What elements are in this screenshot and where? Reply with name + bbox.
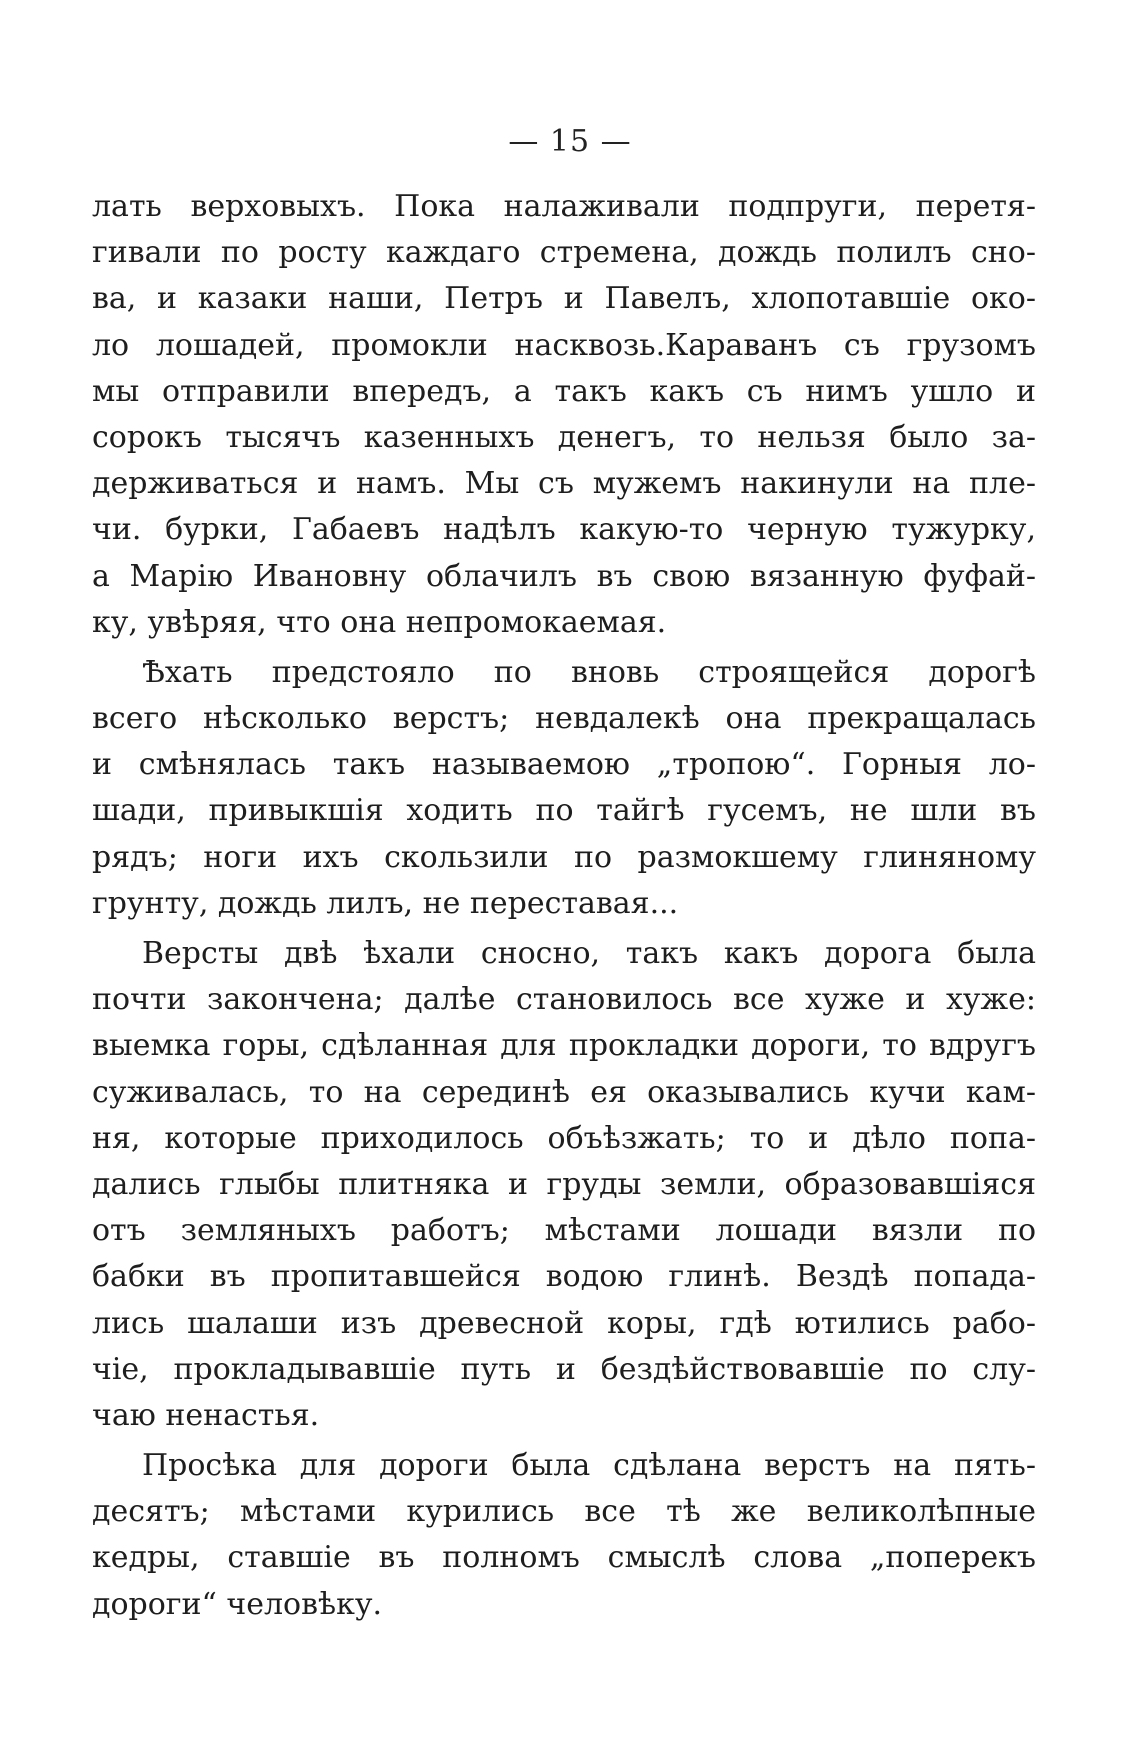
text-line: и смѣнялась такъ называемою „тропою“. Горныя ло-	[92, 747, 1036, 783]
text-line: ку, увѣряя, что она непромокаемая.	[92, 604, 667, 640]
text-line: Ѣхать предстояло по вновь строящейся дорогѣ	[142, 654, 1036, 690]
page-number: — 15 —	[508, 124, 632, 159]
paragraph-2	[92, 650, 1036, 927]
text-line: чи. бурки, Габаевъ надѣлъ какую-то черную тужурку,	[92, 512, 1036, 548]
text-line: держиваться и намъ. Мы съ мужемъ накинули на пле-	[92, 466, 1036, 502]
text-line: ло лошадей, промокли насквозь.Караванъ съ грузомъ	[92, 327, 1036, 363]
text-line: ня, которые приходилось объѣзжать; то и дѣло попа-	[92, 1120, 1036, 1156]
text-line: почти закончена; далѣе становилось все хуже и хуже:	[92, 982, 1036, 1018]
text-line: отъ земляныхъ работъ; мѣстами лошади вязли по	[92, 1213, 1036, 1249]
text-line: лись шалаши изъ древесной коры, гдѣ ютились рабо-	[92, 1305, 1036, 1341]
body-text	[92, 184, 1036, 1632]
text-line: а Марію Ивановну облачилъ въ свою вязанную фуфай-	[92, 558, 1036, 594]
text-line: Версты двѣ ѣхали сносно, такъ какъ дорога была	[142, 936, 1036, 971]
text-line: чіе, прокладывавшіе путь и бездѣйствовавшіе по слу-	[92, 1351, 1036, 1387]
text-line: всего нѣсколько верстъ; невдалекѣ она прекращалась	[92, 701, 1036, 737]
text-line: суживалась, то на серединѣ ея оказывались кучи кам-	[92, 1074, 1036, 1110]
text-line: шади, привыкшія ходить по тайгѣ гусемъ, не шли въ	[92, 793, 1036, 829]
text-line: сорокъ тысячъ казенныхъ денегъ, то нельзя было за-	[92, 419, 1036, 455]
text-line: грунту, дождь лилъ, не переставая...	[92, 885, 679, 921]
text-line: чаю ненастья.	[92, 1397, 320, 1433]
paragraph-1	[92, 184, 1036, 646]
paragraph-3	[92, 931, 1036, 1439]
text-line: бабки въ пропитавшейся водою глинѣ. Вездѣ попада-	[92, 1259, 1036, 1295]
text-line: ва, и казаки наши, Петръ и Павелъ, хлопотавшіе око-	[92, 281, 1036, 317]
paragraph-4	[92, 1443, 1036, 1628]
text-line: дались глыбы плитняка и груды земли, образовавшіяся	[92, 1166, 1036, 1202]
text-line: выемка горы, сдѣланная для прокладки дороги, то вдругъ	[92, 1028, 1036, 1064]
text-line: Просѣка для дороги была сдѣлана верстъ на пять-	[142, 1448, 1036, 1484]
text-line: дороги“ человѣку.	[92, 1586, 383, 1622]
text-line: лать верховыхъ. Пока налаживали подпруги, перетя-	[92, 189, 1036, 224]
text-line: мы отправили впередъ, а такъ какъ съ нимъ ушло и	[92, 373, 1036, 409]
text-line: рядъ; ноги ихъ скользили по размокшему глиняному	[92, 839, 1036, 875]
text-line: десятъ; мѣстами курились все тѣ же великолѣпные	[92, 1494, 1036, 1530]
text-line: гивали по росту каждаго стремена, дождь полилъ сно-	[92, 235, 1036, 271]
text-line: кедры, ставшіе въ полномъ смыслѣ слова „поперекъ	[92, 1540, 1036, 1576]
